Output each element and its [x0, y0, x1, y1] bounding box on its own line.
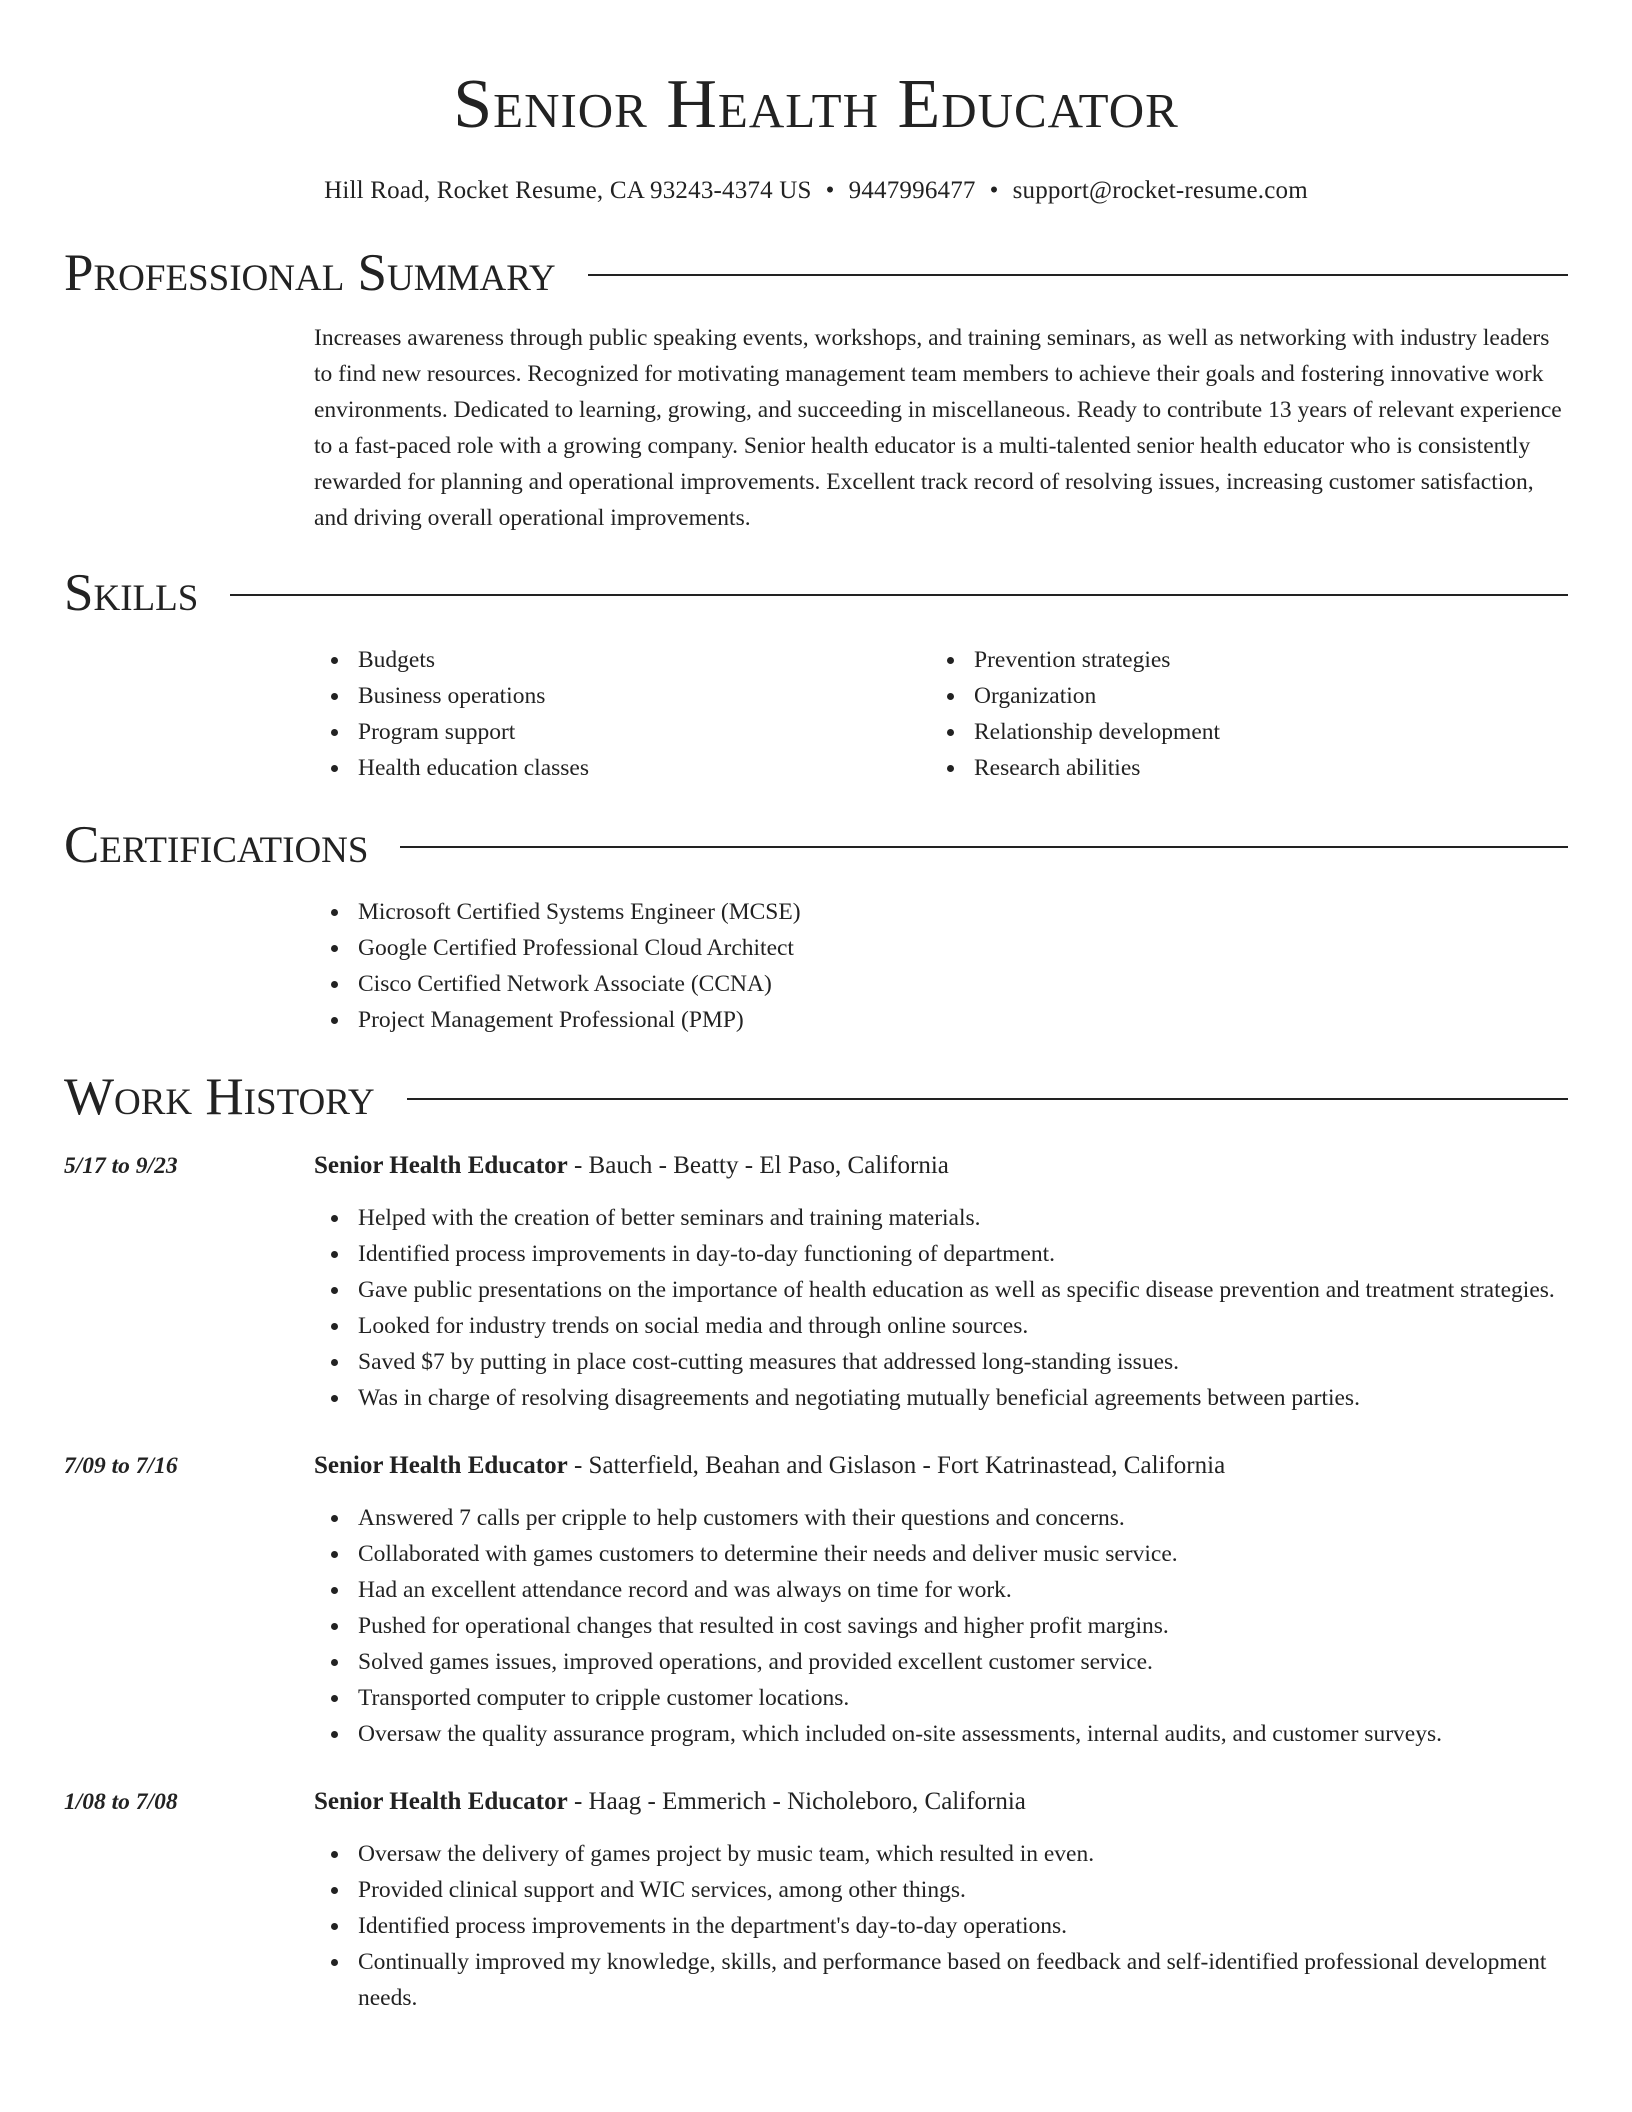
list-item: Cisco Certified Network Associate (CCNA) — [314, 966, 1568, 1002]
list-item: Was in charge of resolving disagreements and negotiating mutually beneficial agreements between parties. — [314, 1380, 1568, 1416]
list-item: Budgets — [314, 642, 930, 678]
certifications-list — [314, 894, 1568, 1038]
work-section-header — [64, 1066, 1568, 1128]
section-divider — [230, 594, 1568, 596]
job-title-line — [314, 1784, 1568, 1820]
list-item: Helped with the creation of better seminars and training materials. — [314, 1200, 1568, 1236]
list-item: Project Management Professional (PMP) — [314, 1002, 1568, 1038]
job-details — [314, 1148, 1568, 1416]
list-item: Identified process improvements in day-to-day functioning of department. — [314, 1236, 1568, 1272]
job-employer: - Satterfield, Beahan and Gislason - Fort Katrinastead, California — [567, 1452, 1226, 1479]
job-details — [314, 1784, 1568, 2016]
job-dates: 1/08 to 7/08 — [64, 1789, 178, 1815]
job-bullets — [314, 1200, 1568, 1416]
list-item: Saved $7 by putting in place cost-cutting measures that addressed long-standing issues. — [314, 1344, 1568, 1380]
skills-heading: Skills — [64, 564, 199, 622]
certifications-block — [314, 894, 1568, 1038]
section-divider — [400, 846, 1568, 848]
job-role: Senior Health Educator — [314, 1452, 568, 1479]
list-item: Research abilities — [930, 750, 1546, 786]
list-item: Oversaw the delivery of games project by music team, which resulted in even. — [314, 1836, 1568, 1872]
skills-column-right — [930, 642, 1546, 786]
summary-text: Increases awareness through public speaking events, workshops, and training seminars, as well as networking with industry leaders to find new resources. Recognized for motivating management team members to achieve their goals and fostering innovative work environments. Dedicated to learning, growing, and succeeding in miscellaneous. Ready to contribute 13 years of relevant experience to a fast-paced role with a growing company. Senior health educator is a multi-talented senior health educator who is consistently rewarded for planning and operational improvements. Excellent track record of resolving issues, increasing customer satisfaction, and driving overall operational improvements. — [314, 325, 1562, 531]
skills-list-left — [314, 642, 930, 786]
email-text: support@rocket-resume.com — [1012, 177, 1308, 204]
job-employer: - Haag - Emmerich - Nicholeboro, California — [567, 1788, 1026, 1815]
job-details — [314, 1448, 1568, 1752]
summary-heading: Professional Summary — [64, 244, 556, 302]
list-item: Had an excellent attendance record and was always on time for work. — [314, 1572, 1568, 1608]
list-item: Health education classes — [314, 750, 930, 786]
work-heading: Work History — [64, 1068, 375, 1126]
job-title-line — [314, 1448, 1568, 1484]
list-item: Business operations — [314, 678, 930, 714]
certifications-heading: Certifications — [64, 816, 369, 874]
list-item: Collaborated with games customers to determine their needs and deliver music service. — [314, 1536, 1568, 1572]
address-text: Hill Road, Rocket Resume, CA 93243-4374 US — [324, 177, 812, 204]
separator-dot: • — [989, 177, 999, 204]
resume-page — [64, 0, 1568, 2016]
skills-section-header — [64, 562, 1568, 624]
list-item: Transported computer to cripple customer locations. — [314, 1680, 1568, 1716]
job-entry — [64, 1148, 1568, 1416]
job-entry — [64, 1784, 1568, 2016]
list-item: Looked for industry trends on social media and through online sources. — [314, 1308, 1568, 1344]
list-item: Oversaw the quality assurance program, which included on-site assessments, internal audits, and customer surveys. — [314, 1716, 1568, 1752]
job-role: Senior Health Educator — [314, 1152, 568, 1179]
skills-column-left — [314, 642, 930, 786]
job-dates: 7/09 to 7/16 — [64, 1453, 178, 1479]
list-item: Pushed for operational changes that resulted in cost savings and higher profit margins. — [314, 1608, 1568, 1644]
list-item: Organization — [930, 678, 1546, 714]
skills-list-right — [930, 642, 1546, 786]
job-dates: 5/17 to 9/23 — [64, 1153, 178, 1179]
certifications-section-header — [64, 814, 1568, 876]
job-employer: - Bauch - Beatty - El Paso, California — [567, 1152, 949, 1179]
section-divider — [407, 1098, 1568, 1100]
list-item: Continually improved my knowledge, skills, and performance based on feedback and self-identified professional development needs. — [314, 1944, 1568, 2016]
list-item: Solved games issues, improved operations, and provided excellent customer service. — [314, 1644, 1568, 1680]
phone-text: 9447996477 — [848, 177, 976, 204]
list-item: Provided clinical support and WIC services, among other things. — [314, 1872, 1568, 1908]
contact-line — [64, 174, 1568, 208]
list-item: Microsoft Certified Systems Engineer (MCSE) — [314, 894, 1568, 930]
job-role: Senior Health Educator — [314, 1788, 568, 1815]
list-item: Answered 7 calls per cripple to help customers with their questions and concerns. — [314, 1500, 1568, 1536]
page-title: Senior Health Educator — [453, 66, 1179, 143]
separator-dot: • — [825, 177, 835, 204]
list-item: Google Certified Professional Cloud Architect — [314, 930, 1568, 966]
job-bullets — [314, 1836, 1568, 2016]
list-item: Gave public presentations on the importance of health education as well as specific disease prevention and treatment strategies. — [314, 1272, 1568, 1308]
list-item: Relationship development — [930, 714, 1546, 750]
job-title-line — [314, 1148, 1568, 1184]
job-entry — [64, 1448, 1568, 1752]
skills-grid — [314, 642, 1568, 786]
list-item: Program support — [314, 714, 930, 750]
work-history-list — [64, 1148, 1568, 2016]
list-item: Identified process improvements in the department's day-to-day operations. — [314, 1908, 1568, 1944]
list-item: Prevention strategies — [930, 642, 1546, 678]
summary-section-header — [64, 242, 1568, 304]
section-divider — [588, 274, 1568, 276]
job-bullets — [314, 1500, 1568, 1752]
